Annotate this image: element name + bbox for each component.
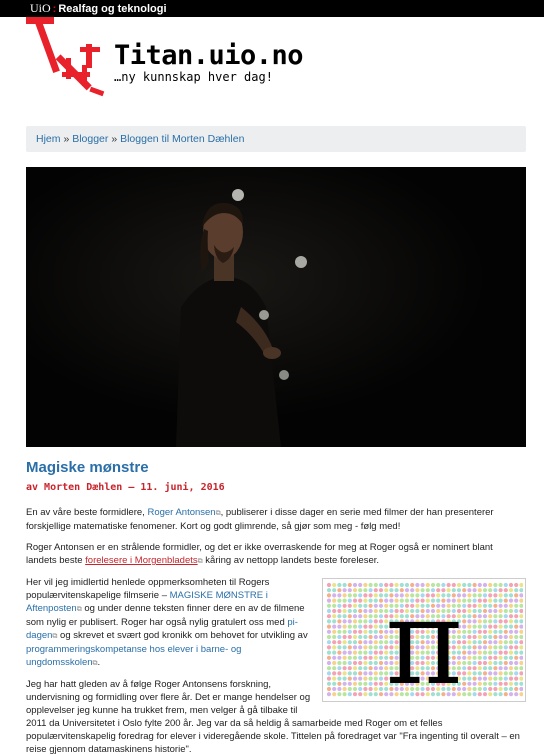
hero-image-juggler [26,167,526,447]
breadcrumb-separator: » [63,133,70,145]
titan-logo-icon[interactable] [26,17,116,112]
uio-logo-text[interactable]: UiO [30,1,51,15]
article-body [26,506,526,755]
breadcrumb-home[interactable]: Hjem [36,133,61,145]
site-title[interactable]: Titan.uio.no [114,40,304,71]
external-link-icon: ⧉ [76,606,82,613]
external-link-icon: ⧉ [92,660,98,667]
paragraph-1: En av våre beste formidlere, Roger Antonsen⧉, publiserer i disse dager en serie med filmer der han presenterer forskjellige matematiske fenomener. Kort og godt glimrende, så gjør som meg - følg med! [26,507,494,532]
uio-topbar[interactable] [0,0,544,17]
breadcrumb [26,126,526,152]
link-roger-antonsen[interactable]: Roger Antonsen [147,507,216,518]
article-title: Magiske mønstre [26,459,149,476]
link-programmering[interactable]: programmeringskompetanse hos elever i barne- og ungdomsskolen [26,644,242,668]
paragraph-3: Her vil jeg imidlertid henlede oppmerksomheten til Rogers populærvitenskapelige filmserie – MAGISKE MØNSTRE i Aftenposten⧉ og under denne teksten finner dere en av de filmene som nylig er publisert. Roger har også nylig gratulert oss med pi-dagen⧉ og skrevet et svært god kronikk om behovet for utvikling av programmeringskompetanse hos elever i barne- og ungdomsskolen⧉. [26,577,308,668]
breadcrumb-blog[interactable]: Bloggen til Morten Dæhlen [120,133,245,145]
pi-image [322,578,526,702]
paragraph-2: Roger Antonsen er en strålende formidler, og det er ikke overraskende for meg at Roger også er nominert blant landets beste forelesere i Morgenbladets⧉ kåring av nettopp landets beste foreleser. [26,542,493,566]
faculty-name[interactable]: Realfag og teknologi [58,3,167,15]
site-slogan: …ny kunnskap hver dag! [114,70,273,84]
paragraph-4: Jeg har hatt gleden av å følge Roger Antonsens forskning, undervisning og formidling over flere år. Det er mange hendelser og opplevelser jeg kunne ha trukket frem, men velger å gå tilbake til 2011 da Universitetet i Oslo fylte 200 år. Jeg var da så heldig å samarbeide med Roger om et felles populærvitenskapelig foredrag for elever i videregående skole. Tittelen på foredraget var "Fra ingenting til overalt – en reise gjennom datamaskinens historie". [26,679,520,755]
external-link-icon: ⧉ [52,633,58,640]
breadcrumb-separator: » [111,133,118,145]
pi-symbol-icon [325,581,523,699]
link-pi-dagen[interactable]: pi-dagen [26,617,298,641]
link-morgenbladet[interactable]: forelesere i Morgenbladets [85,555,198,566]
topbar-separator: : [52,3,57,15]
svg-text:π: π [385,581,463,699]
breadcrumb-blogs[interactable]: Blogger [72,133,109,145]
external-link-icon: ⧉ [197,558,203,565]
article-byline: av Morten Dæhlen – 11. juni, 2016 [26,482,225,493]
external-link-icon: ⧉ [215,510,221,517]
link-magiske-monstre[interactable]: MAGISKE MØNSTRE i Aftenposten [26,590,268,614]
